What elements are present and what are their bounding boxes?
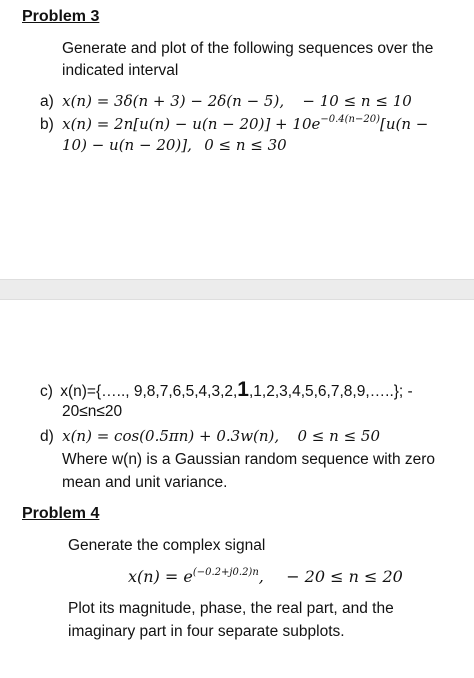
item-c-sequence-right: ,1,2,3,4,5,6,7,8,9,…..}; - xyxy=(248,383,413,400)
item-a-range: − 10 ≤ n ≤ 10 xyxy=(302,92,412,110)
problem-4-note-line-1: Plot its magnitude, phase, the real part, and the xyxy=(68,600,394,617)
problem-4-equation xyxy=(128,567,403,587)
item-d-label: d) xyxy=(40,428,54,445)
item-d-range: 0 ≤ n ≤ 50 xyxy=(297,427,380,445)
item-b-label: b) xyxy=(40,116,54,133)
problem-3-heading: Problem 3 xyxy=(22,8,100,25)
problem-3-intro-line-2: indicated interval xyxy=(62,62,179,79)
item-c-range: 20≤n≤20 xyxy=(62,403,123,420)
problem-4-intro: Generate the complex signal xyxy=(68,537,266,554)
problem-4-exponent: (−0.2+j0.2)n xyxy=(192,567,259,578)
item-b-line-1 xyxy=(40,114,428,134)
item-b-expression-tail: [u(n − xyxy=(380,115,429,133)
item-d-expression: x(n) = cos(0.5πn) + 0.3w(n), xyxy=(62,427,280,445)
item-b-line-2 xyxy=(62,136,287,155)
item-c-sequence-left: x(n)={….., 9,8,7,6,5,4,3,2, xyxy=(60,383,238,400)
problem-4-note-line-2: imaginary part in four separate subplots. xyxy=(68,623,345,640)
item-c-origin-sample: 1 xyxy=(237,378,249,401)
item-d-note-line-1: Where w(n) is a Gaussian random sequence with zero xyxy=(62,451,436,468)
item-a-label: a) xyxy=(40,93,54,110)
item-a xyxy=(40,92,412,111)
problem-4-expression-tail: , xyxy=(258,567,264,586)
item-d-note-line-2: mean and unit variance. xyxy=(62,474,228,491)
item-c-line-1 xyxy=(40,378,413,402)
item-b-exponent: −0.4(n−20) xyxy=(320,114,381,125)
problem-4-expression: x(n) = e xyxy=(128,567,193,586)
item-a-expression: x(n) = 3δ(n + 3) − 2δ(n − 5), xyxy=(62,92,285,110)
item-b-range: 0 ≤ n ≤ 30 xyxy=(204,136,287,154)
page-break-band xyxy=(0,279,474,300)
problem-4-range: − 20 ≤ n ≤ 20 xyxy=(286,567,403,586)
problem-3-intro-line-1: Generate and plot of the following sequences over the xyxy=(62,40,434,57)
item-d-line-1 xyxy=(40,427,380,446)
item-b-expression-part-2: 10) − u(n − 20)], xyxy=(62,136,192,154)
problem-4-heading: Problem 4 xyxy=(22,505,100,522)
item-b-expression-part-1: x(n) = 2n[u(n) − u(n − 20)] + 10e xyxy=(62,115,321,133)
item-c-label: c) xyxy=(40,383,53,400)
